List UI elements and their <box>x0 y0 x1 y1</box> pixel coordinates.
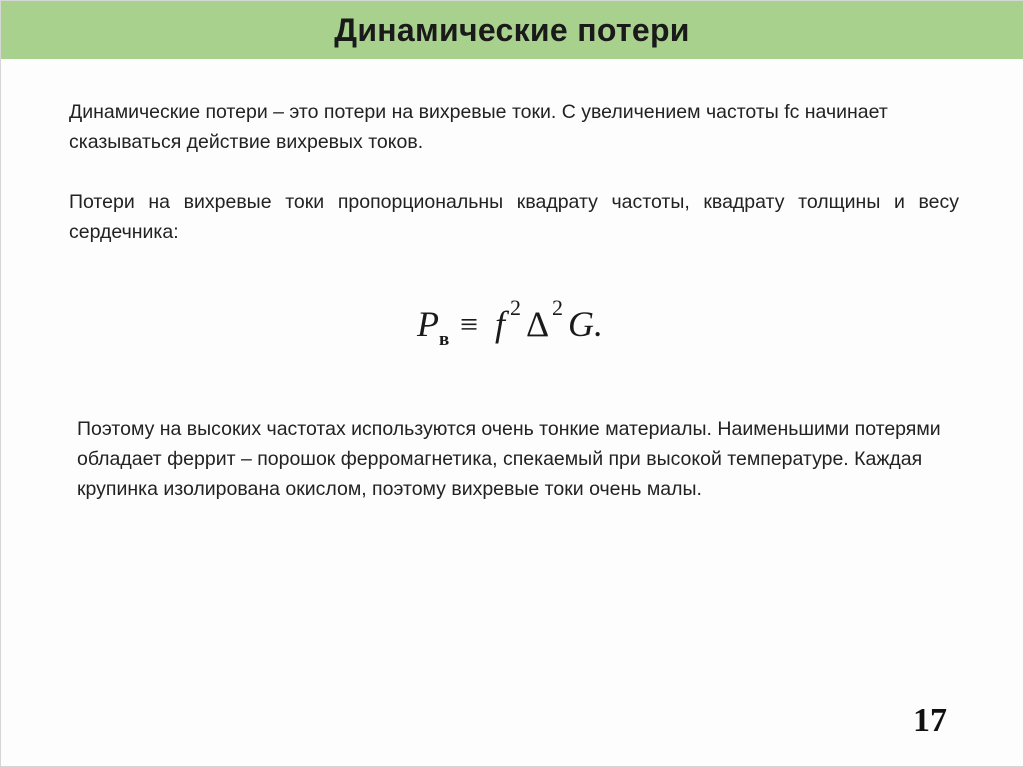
title-bar <box>1 1 1023 59</box>
formula-subscript: в <box>439 329 450 350</box>
formula-equiv: ≡ <box>460 306 479 342</box>
paragraph-dynamic-losses: Динамические потери – это потери на вихревые токи. С увеличением частоты fc начинает сказываться действие вихревых токов. <box>69 101 888 153</box>
paragraph-ferrite: Поэтому на высоких частотах используются очень тонкие материалы. Наименьшими потерями обладает феррит – порошок ферромагнетика, спекаемый при высокой температуре. Каждая крупинка изолирована окислом, поэтому вихревые токи очень малы. <box>77 418 941 500</box>
page-number: 17 <box>913 702 947 739</box>
formula-eddy-losses <box>415 293 635 353</box>
formula-P: P <box>417 304 439 344</box>
paragraph-proportionality: Потери на вихревые токи пропорциональны квадрату частоты, квадрату толщины и весу сердечника: <box>69 191 959 243</box>
formula-exp-f: 2 <box>510 295 521 320</box>
formula-delta: Δ <box>526 304 550 344</box>
formula-G: G. <box>568 304 603 344</box>
formula-f: f <box>495 304 506 344</box>
slide-title: Динамические потери <box>334 11 690 48</box>
formula-exp-delta: 2 <box>552 295 563 320</box>
